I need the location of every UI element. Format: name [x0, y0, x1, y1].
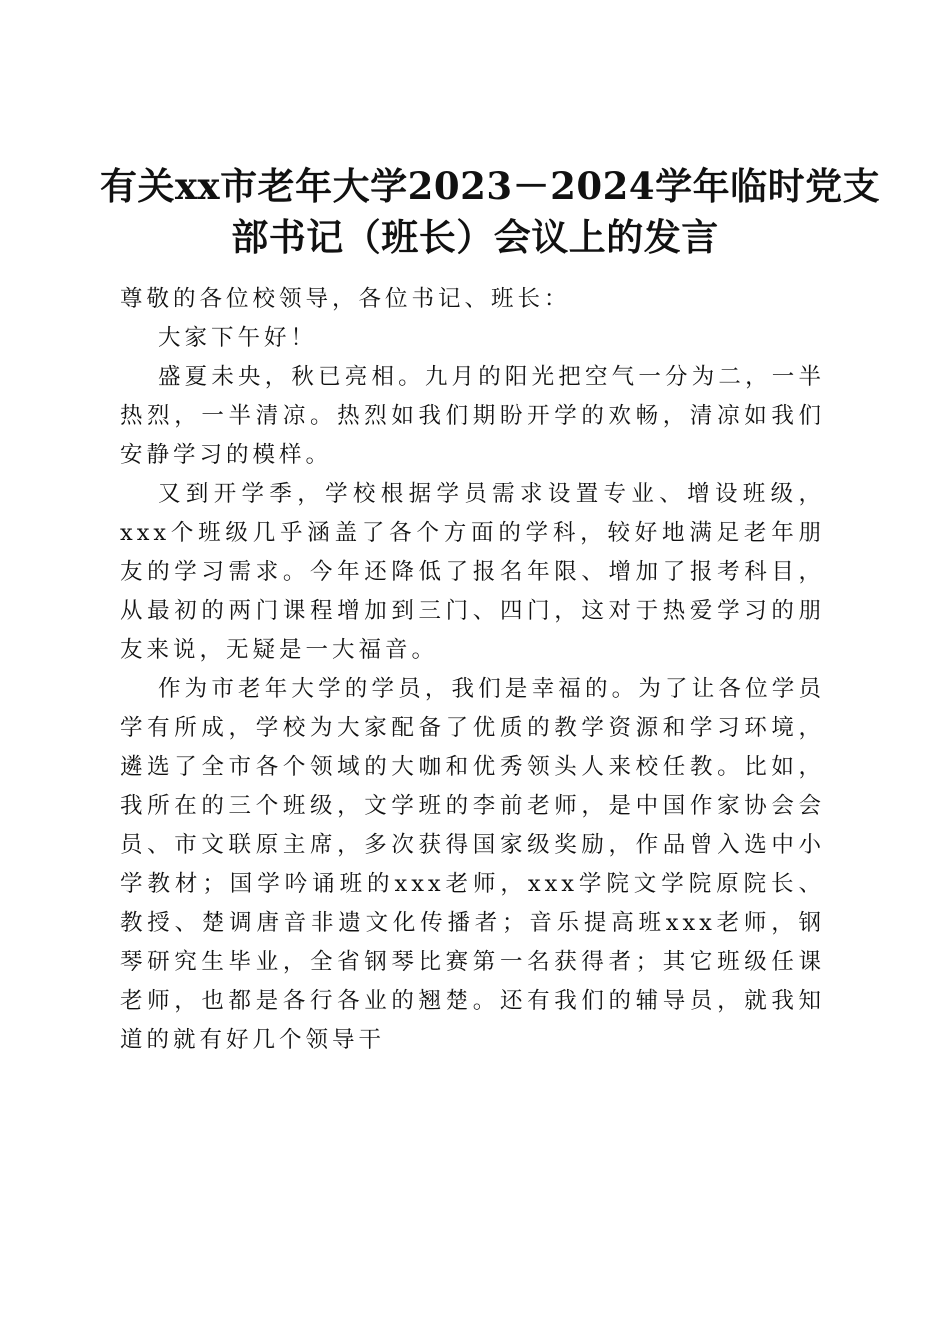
- document-title: [100, 161, 881, 263]
- greeting: 大家下午好！: [158, 325, 318, 351]
- document-body: [120, 280, 825, 1060]
- paragraph: 作为市老年大学的学员，我们是幸福的。为了让各位学员学有所成，学校为大家配备了优质的教学资源和学习环境，遴选了全市各个领域的大咖和优秀领头人来校任教。比如，我所在的三个班级，文学班的李前老师，是中国作家协会会员、市文联原主席，多次获得国家级奖励，作品曾入选中小学教材；国学吟诵班的xxx老师，xxx学院文学院原院长、教授、楚调唐音非遗文化传播者；音乐提高班xxx老师，钢琴研究生毕业，全省钢琴比赛第一名获得者；其它班级任课老师，也都是各行各业的翘楚。还有我们的辅导员，就我知道的就有好几个领导干: [120, 676, 825, 1053]
- paragraph: 盛夏未央，秋已亮相。九月的阳光把空气一分为二，一半热烈，一半清凉。热烈如我们期盼开学的欢畅，清凉如我们安静学习的模样。: [120, 364, 825, 468]
- title-line-2: 部书记（班长）会议上的发言: [231, 214, 719, 259]
- paragraph: 又到开学季，学校根据学员需求设置专业、增设班级，xxx个班级几乎涵盖了各个方面的学科，较好地满足老年朋友的学习需求。今年还降低了报名年限、增加了报考科目，从最初的两门课程增加到三门、四门，这对于热爱学习的朋友来说，无疑是一大福音。: [120, 481, 825, 663]
- salutation: 尊敬的各位校领导，各位书记、班长：: [120, 286, 571, 312]
- title-line-1: 有关xx市老年大学2023－2024学年临时党支: [100, 163, 881, 208]
